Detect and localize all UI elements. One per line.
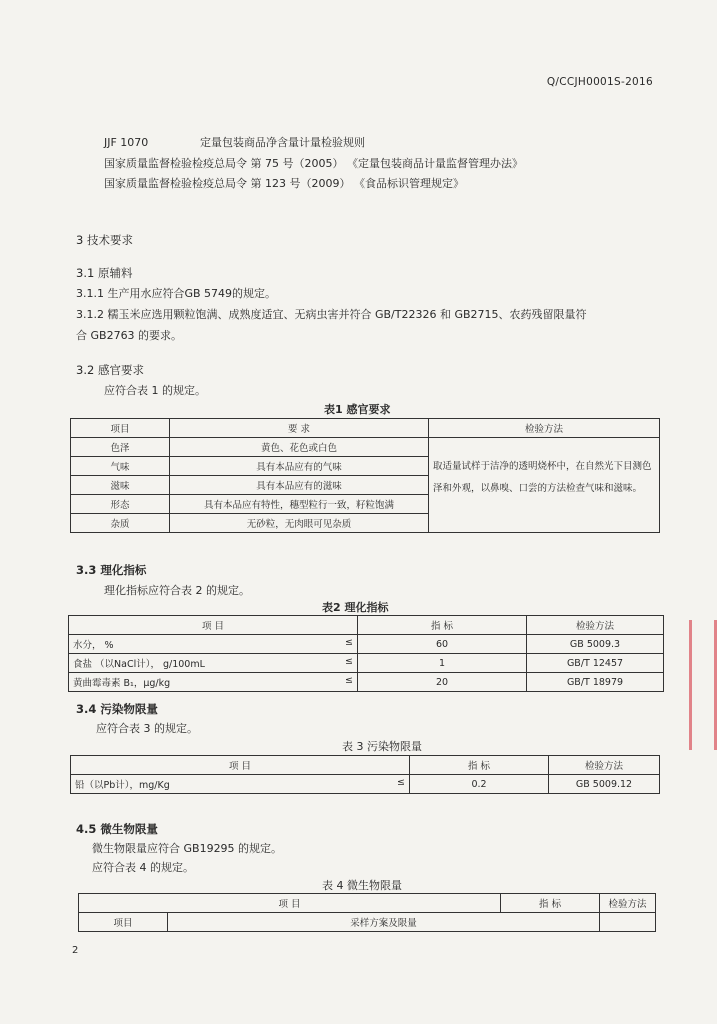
table-cell: 60 <box>358 635 527 654</box>
table-cell: 20 <box>358 673 527 692</box>
table-row <box>69 673 664 692</box>
table-cell: GB 5009.12 <box>549 775 660 794</box>
table-cell: 具有本品应有的滋味 <box>170 476 429 495</box>
contaminant-table <box>70 755 660 794</box>
paragraph: 应符合表 3 的规定。 <box>96 722 198 735</box>
table-cell: 0.2 <box>410 775 549 794</box>
section-heading: 4.5 微生物限量 <box>76 822 158 836</box>
table-cell <box>69 673 358 692</box>
page-number: 2 <box>72 945 79 956</box>
table-header: 项 目 <box>69 616 358 635</box>
table-header-row <box>79 894 656 913</box>
table-cell <box>69 635 358 654</box>
table-header-row <box>69 616 664 635</box>
table-cell <box>69 654 358 673</box>
table-header-row <box>71 756 660 775</box>
item-label: 水分， % <box>73 640 114 651</box>
table-row <box>79 913 656 932</box>
table-caption: 表 3 污染物限量 <box>342 740 422 753</box>
section-heading: 3.1 原辅料 <box>76 266 133 280</box>
leq-sign: ≤ <box>345 675 353 686</box>
microbial-table <box>78 893 656 932</box>
table-row <box>69 635 664 654</box>
table-cell: 具有本品应有特性，穗型粒行一致，籽粒饱满 <box>170 495 429 514</box>
reference-line: 国家质量监督检验检疫总局令 第 75 号（2005） 《定量包装商品计量监督管理办法》 <box>104 157 523 170</box>
table-cell: GB/T 12457 <box>527 654 664 673</box>
item-label: 铅（以Pb计），mg/Kg <box>75 780 170 791</box>
document-code: Q/CCJH0001S-2016 <box>546 76 653 88</box>
table-header: 指 标 <box>410 756 549 775</box>
section-heading: 3.2 感官要求 <box>76 363 144 377</box>
red-stamp-mark <box>689 620 717 750</box>
table-caption: 表1 感官要求 <box>324 403 391 416</box>
reference-title: 定量包装商品净含量计量检验规则 <box>200 136 365 149</box>
table-header: 检验方法 <box>429 419 660 438</box>
table-header: 项 目 <box>71 756 410 775</box>
paragraph: 理化指标应符合表 2 的规定。 <box>104 584 250 597</box>
leq-sign: ≤ <box>345 656 353 667</box>
table-cell: 1 <box>358 654 527 673</box>
reference-line: 国家质量监督检验检疫总局令 第 123 号（2009） 《食品标识管理规定》 <box>104 177 464 190</box>
table-cell <box>600 913 656 932</box>
table-cell <box>71 775 410 794</box>
paragraph: 应符合表 1 的规定。 <box>104 384 206 397</box>
section-heading: 3.3 理化指标 <box>76 563 147 577</box>
table-header: 检验方法 <box>600 894 656 913</box>
reference-id: JJF 1070 <box>104 136 149 149</box>
paragraph: 合 GB2763 的要求。 <box>76 329 183 342</box>
table-cell: 无砂粒，无肉眼可见杂质 <box>170 514 429 533</box>
table-header: 项目 <box>71 419 170 438</box>
leq-sign: ≤ <box>345 637 353 648</box>
table-header: 检验方法 <box>549 756 660 775</box>
item-label: 黄曲霉毒素 B₁，μg/kg <box>73 678 171 689</box>
table-caption: 表 4 微生物限量 <box>322 879 402 892</box>
table-cell: 黄色、花色或白色 <box>170 438 429 457</box>
table-cell: 滋味 <box>71 476 170 495</box>
item-label: 食盐 （以NaCl计）， g/100mL <box>73 659 205 670</box>
table-cell: 气味 <box>71 457 170 476</box>
table-header: 要 求 <box>170 419 429 438</box>
table-cell: 杂质 <box>71 514 170 533</box>
table-cell-method: 取适量试样于洁净的透明烧杯中，在自然光下目测色泽和外观，以鼻嗅、口尝的方法检查气味和滋味。 <box>429 438 660 533</box>
section-heading: 3 技术要求 <box>76 233 133 247</box>
table-header: 指 标 <box>501 894 600 913</box>
paragraph: 微生物限量应符合 GB19295 的规定。 <box>92 842 283 855</box>
paragraph: 3.1.2 糯玉米应选用颗粒饱满、成熟度适宜、无病虫害并符合 GB/T22326 和 GB2715、农药残留限量符 <box>76 308 587 321</box>
reference-line <box>104 134 365 150</box>
table-header-row <box>71 419 660 438</box>
sensory-table <box>70 418 660 533</box>
table-row <box>71 438 660 457</box>
paragraph: 应符合表 4 的规定。 <box>92 861 194 874</box>
table-cell: GB/T 18979 <box>527 673 664 692</box>
table-cell: 项目 <box>79 913 168 932</box>
table-cell: 形态 <box>71 495 170 514</box>
table-row <box>69 654 664 673</box>
table-row <box>71 775 660 794</box>
paragraph: 3.1.1 生产用水应符合GB 5749的规定。 <box>76 287 277 300</box>
table-header: 检验方法 <box>527 616 664 635</box>
table-cell: GB 5009.3 <box>527 635 664 654</box>
physchem-table <box>68 615 664 692</box>
section-heading: 3.4 污染物限量 <box>76 702 158 716</box>
table-cell: 具有本品应有的气味 <box>170 457 429 476</box>
table-cell: 采样方案及限量 <box>168 913 600 932</box>
leq-sign: ≤ <box>397 777 405 788</box>
table-cell: 色泽 <box>71 438 170 457</box>
table-header: 项 目 <box>79 894 501 913</box>
table-header: 指 标 <box>358 616 527 635</box>
table-caption: 表2 理化指标 <box>322 601 389 614</box>
